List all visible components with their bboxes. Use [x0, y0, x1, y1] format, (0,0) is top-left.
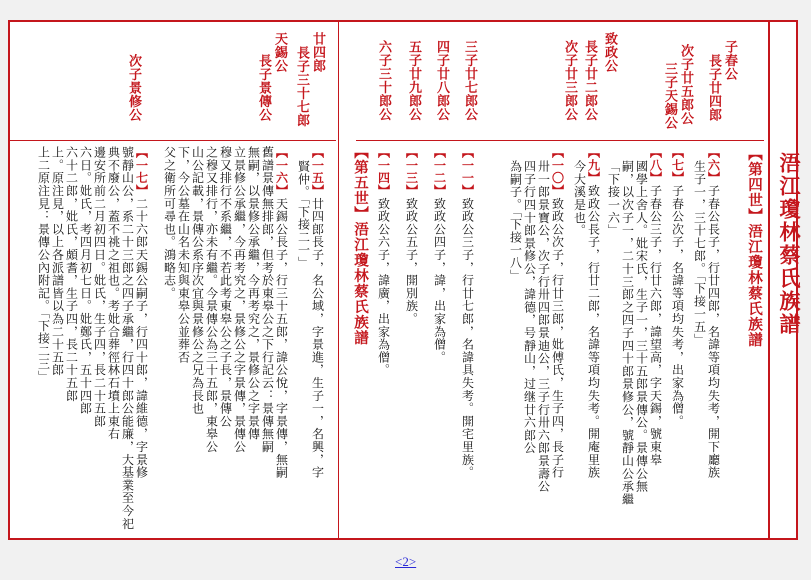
entry-10-line3: [522, 160, 536, 454]
header-col-4: [462, 40, 477, 121]
header-line: 次子廿三郎公: [562, 40, 577, 121]
entry-line: 邊安所前二月初四日。妣氏，生子四，長二十五郎: [92, 146, 107, 428]
entry-number: 【一七】: [134, 146, 149, 198]
entry-number: 【一四】: [376, 146, 391, 198]
entry-number: 【八】: [648, 146, 663, 185]
header-line: 長子三十七郎: [294, 46, 309, 127]
entry-16-line2: [260, 146, 274, 453]
header-col-3c: [562, 40, 577, 121]
entry-line: 致政公六子，諱廣，出家為僧。: [376, 197, 391, 377]
gen4-title: 浯江瓊林蔡氏族譜: [746, 223, 763, 348]
header-col-9: [272, 32, 287, 73]
entry-14: [376, 146, 390, 376]
page-number-link[interactable]: <2>: [395, 554, 417, 569]
gen5-label: [350, 144, 371, 346]
header-line: 廿四郎: [310, 32, 325, 73]
entry-17-line2: [120, 146, 134, 530]
entry-16-line3: [246, 146, 260, 440]
entry-17: [134, 146, 148, 479]
entry-line: 卅一郎景寶公，次子行卅四郎景迪公，三子行卅六郎景壽公: [536, 160, 551, 493]
entry-line: 立景修公承繼，今再考究之，景修公之字景傳，景傳公: [232, 146, 247, 454]
entry-line: 子春公次子，名諱等項均失考，出家為僧。: [670, 184, 685, 428]
header-col-8b: [294, 46, 309, 127]
gen4-number: 【第四世】: [746, 146, 763, 224]
entry-13: [404, 146, 418, 325]
gen4-header-rule: [356, 140, 764, 141]
entry-line: 典不廢公，蓋不祧之祖也。考妣合葬徑林石墳上東右: [106, 146, 121, 441]
header-line: 五子廿九郎公: [406, 40, 421, 121]
entry-number: 【九】: [586, 146, 601, 185]
entry-16: [274, 146, 288, 479]
entry-line: 廿四郎長子，名公域，字景進，生子一，名興，字: [310, 197, 325, 479]
entry-line: 六日。妣氏，考四月初七日。妣鄭氏，五十四郎: [78, 146, 93, 415]
entry-16-line7: [190, 146, 204, 415]
entry-11: [460, 146, 474, 479]
entry-line: 子春公長子，行廿四郎，名諱等項均失考，開下廳族: [706, 184, 721, 479]
header-col-2: [678, 44, 693, 125]
entry-17-line7: [50, 146, 64, 376]
header-col-10: [126, 54, 141, 122]
entry-line: 上。原注見，以上各派譜皆以為二十五郎: [50, 146, 65, 377]
header-line: 長子廿二郎公: [582, 40, 597, 121]
entry-6: [706, 146, 720, 479]
entry-line: 生子一，三十七郎。「下接一五」: [692, 160, 707, 346]
entry-line: 致政公五子，開別族。: [404, 197, 419, 326]
header-col-6: [406, 40, 421, 121]
entry-line: 二十六郎天錫公嗣子，行四十郎，諱維德，字景修: [134, 197, 149, 479]
entry-17-line3: [106, 146, 120, 440]
gen5-number: 【第五世】: [352, 144, 369, 222]
entry-8-line2: [634, 160, 648, 493]
header-line: 次子景修公: [126, 54, 141, 122]
entry-number: 【一〇】: [550, 146, 565, 198]
entry-10-line2: [536, 160, 550, 493]
entry-line: 上二原注見：景傳公內附記。「下接二三」: [36, 146, 51, 384]
entry-16-line8: [176, 146, 190, 364]
entry-line: 四子行四十郎景修公，諱德，号靜山，过继廿六郎公: [522, 160, 537, 455]
header-col-9b: [256, 54, 271, 122]
header-col-8: [310, 32, 325, 73]
entry-number: 【一三】: [404, 146, 419, 198]
header-line: 長子廿四郎: [706, 54, 721, 122]
header-line: 三子廿七郎公: [462, 40, 477, 121]
header-line: 四子廿八郎公: [434, 40, 449, 121]
entry-number: 【一六】: [274, 146, 289, 198]
entry-6-line2: [692, 160, 706, 346]
header-line: 天錫公: [272, 32, 287, 73]
entry-17-line4: [92, 146, 106, 428]
entry-8: [648, 146, 662, 466]
entry-line: 致政公次子，行廿三郎，妣傅氏，生子四，長子行: [550, 197, 565, 479]
entry-line: 為嗣子。「下接一八」: [508, 160, 523, 282]
title-panel-rule: [768, 22, 770, 538]
entry-line: 山公記載，景傳公系序次宜與景修公之兄為長也: [190, 146, 205, 415]
entry-line: 今大溪是也。: [572, 160, 587, 237]
entry-line: 「下接一六」: [606, 160, 621, 237]
entry-9-line2: [572, 160, 586, 237]
entry-16-line9: [162, 146, 176, 300]
page-top-rule: [10, 20, 796, 22]
entry-17-line6: [64, 146, 78, 402]
entry-line: 穆又排行不系繼，不若此考東皋公之子長，景傳公: [218, 146, 233, 428]
entry-number: 【一一】: [460, 146, 475, 198]
entry-15: [310, 146, 324, 479]
entry-line: 號靜山公，系二十三郎之四子承繼，行四十郎公能廉，大基業至今祀: [120, 146, 135, 530]
header-col-3b: [582, 40, 597, 121]
entry-line: 子春公三子，行廿六郎，諱望高，字天錫，號東皋: [648, 184, 663, 467]
gen5-divider: [338, 22, 339, 538]
entry-line: 致政公長子，行廿二郎，名諱等項均失考。開庵里族: [586, 184, 601, 479]
entry-line: 之穆又排行，亦未有繼。今景傳公為三十五郎，東皋公: [204, 146, 219, 454]
entry-16-line6: [204, 146, 218, 453]
entry-12: [432, 146, 446, 364]
gen5-title: 浯江瓊林蔡氏族譜: [352, 221, 369, 346]
entry-line: 嗣，以次子一，二十三郎之四子四十郎景修公，號靜山公承繼: [620, 160, 635, 506]
entry-10-line4: [508, 160, 522, 282]
entry-line: 舊譜景傳無排郎，但考於東皋公之下行記云：景傳無嗣: [260, 146, 275, 454]
entry-line: 父之衛所可尋也。鴻略志。: [162, 146, 177, 300]
entry-17-line5: [78, 146, 92, 415]
header-line: 子春公: [722, 40, 737, 81]
header-line: 六子三十郎公: [376, 40, 391, 121]
header-line: 致政公: [602, 32, 617, 73]
entry-line: 六十二郎，妣氏，頗耆，生子四，長二十五郎: [64, 146, 79, 402]
entry-line: 下，今公墓在山名未知與東皋公並葬否: [176, 146, 191, 364]
entry-number: 【七】: [670, 146, 685, 185]
header-line: 次子廿五郎公: [678, 44, 693, 125]
header-col-2b: [662, 62, 677, 130]
book-title: 浯江瓊林蔡氏族譜: [777, 152, 802, 336]
entry-line: 致政公三子，行廿七郎，名諱具失考。開宅里族。: [460, 197, 475, 479]
entry-8-line4: [606, 160, 620, 237]
entry-number: 【六】: [706, 146, 721, 185]
header-col-5: [434, 40, 449, 121]
entry-number: 【一五】: [310, 146, 325, 198]
entry-line: 國學上舍人。妣宋氏，生子一，三十五郎景傳公。景傳公無: [634, 160, 649, 493]
gen4-label: [744, 146, 765, 348]
entry-8-line3: [620, 160, 634, 506]
entry-line: 賢仲。「下接二一」: [296, 160, 311, 270]
entry-7: [670, 146, 684, 428]
header-line: 三子天錫公: [662, 62, 677, 130]
header-line: 長子景傳公: [256, 54, 271, 122]
entry-number: 【一二】: [432, 146, 447, 198]
entry-line: 天錫公長子，行三十五郎，諱公悅，字景傳，無嗣: [274, 197, 289, 479]
entry-line: 無嗣，以景修公承繼，今再考究之，景修公之字景傳: [246, 146, 261, 441]
entry-10: [550, 146, 564, 479]
gen5-header-rule: [10, 140, 336, 141]
header-col-7: [376, 40, 391, 121]
header-col-1b: [706, 54, 721, 122]
header-col-1: [722, 40, 737, 81]
entry-15-line2: [296, 160, 310, 269]
entry-9: [586, 146, 600, 479]
genealogy-page: [8, 20, 802, 540]
entry-16-line5: [218, 146, 232, 428]
header-col-3: [602, 32, 617, 73]
entry-16-line4: [232, 146, 246, 453]
entry-17-line8: [36, 146, 50, 383]
entry-line: 致政公四子，諱，出家為僧。: [432, 197, 447, 364]
